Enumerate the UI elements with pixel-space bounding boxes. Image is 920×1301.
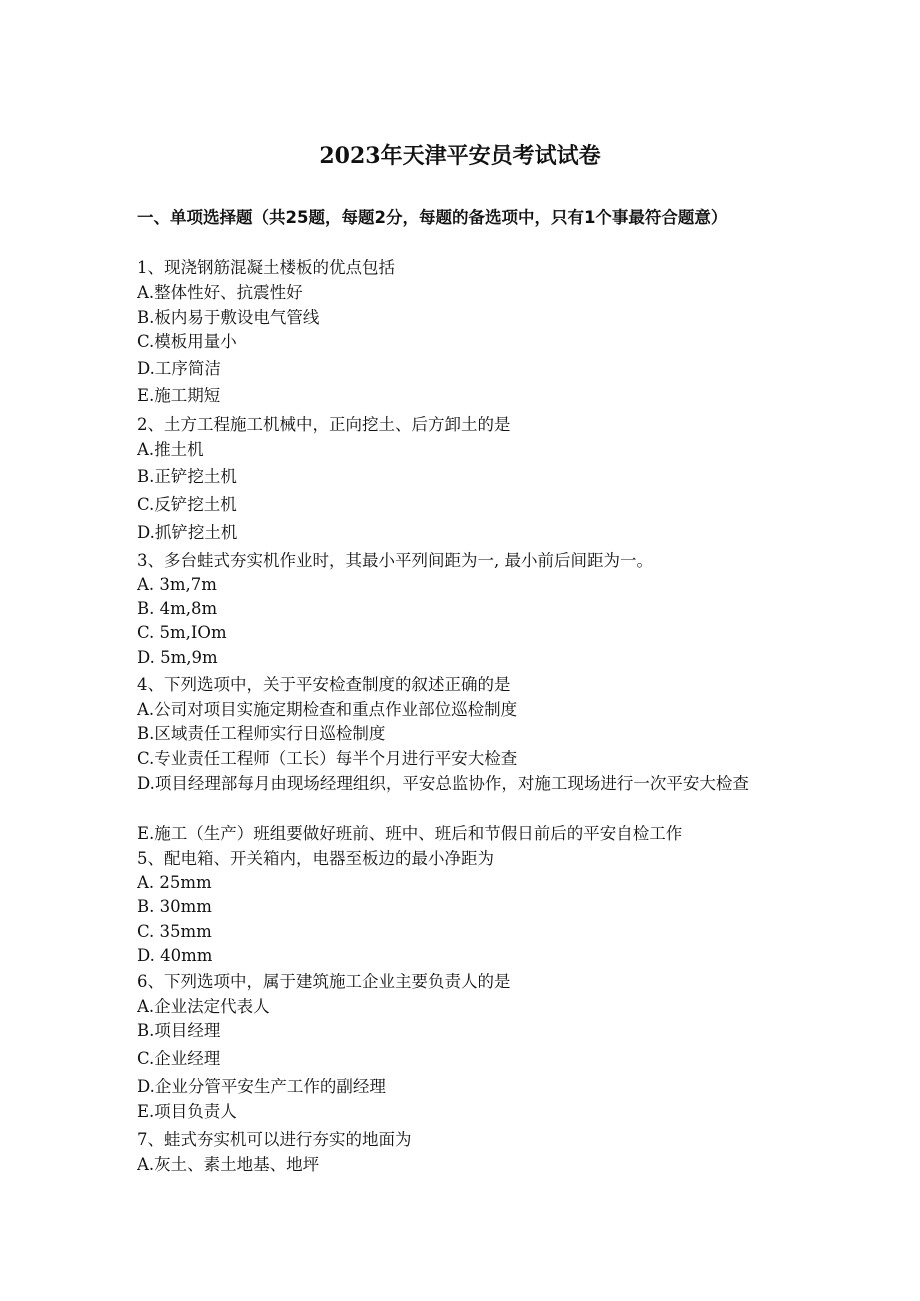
answer-option: D.工序简洁: [137, 359, 221, 378]
question-stem: 3、多台蛙式夯实机作业时，其最小平列间距为一, 最小前后间距为一。: [137, 551, 653, 570]
answer-option: B. 30mm: [137, 897, 212, 916]
page-title: 2023年天津平安员考试试卷: [319, 143, 601, 169]
answer-option: E.施工期短: [137, 386, 221, 405]
answer-option: D.企业分管平安生产工作的副经理: [137, 1077, 386, 1096]
answer-option: A.整体性好、抗震性好: [137, 283, 303, 302]
answer-option: C. 5m,IOm: [137, 623, 227, 642]
question-stem: 6、下列选项中，属于建筑施工企业主要负责人的是: [137, 972, 511, 991]
answer-option: B.项目经理: [137, 1021, 221, 1040]
answer-option: C. 35mm: [137, 922, 212, 941]
answer-option: A. 25mm: [137, 873, 212, 892]
answer-option: C.专业责任工程师（工长）每半个月进行平安大检查: [137, 749, 518, 768]
answer-option: A.推土机: [137, 440, 204, 459]
answer-option: A.企业法定代表人: [137, 997, 270, 1016]
answer-option: B. 4m,8m: [137, 599, 218, 618]
answer-option: E.项目负责人: [137, 1102, 237, 1121]
question-stem: 1、现浇钢筋混凝土楼板的优点包括: [137, 258, 395, 277]
answer-option: C.反铲挖土机: [137, 495, 237, 514]
answer-option: D. 5m,9m: [137, 648, 218, 667]
answer-option: B.板内易于敷设电气管线: [137, 308, 320, 327]
question-stem: 4、下列选项中，关于平安检查制度的叙述正确的是: [137, 675, 511, 694]
question-stem: 7、蛙式夯实机可以进行夯实的地面为: [137, 1130, 412, 1149]
question-stem: 2、土方工程施工机械中，正向挖土、后方卸土的是: [137, 415, 511, 434]
answer-option: E.施工（生产）班组要做好班前、班中、班后和节假日前后的平安自检工作: [137, 824, 683, 843]
answer-option: C.企业经理: [137, 1049, 221, 1068]
answer-option: D. 40mm: [137, 946, 213, 965]
section-heading: 一、单项选择题（共25题，每题2分，每题的备选项中，只有1个事最符合题意）: [137, 208, 728, 227]
answer-option: B.区域责任工程师实行日巡检制度: [137, 724, 386, 743]
answer-option: C.模板用量小: [137, 332, 237, 351]
question-stem: 5、配电箱、开关箱内，电器至板边的最小净距为: [137, 849, 494, 868]
answer-option: D.项目经理部每月由现场经理组织，平安总监协作，对施工现场进行一次平安大检查: [137, 774, 749, 793]
answer-option: A.公司对项目实施定期检查和重点作业部位巡检制度: [137, 700, 518, 719]
answer-option: B.正铲挖土机: [137, 467, 237, 486]
answer-option: A.灰土、素土地基、地坪: [137, 1155, 320, 1174]
answer-option: D.抓铲挖土机: [137, 523, 238, 542]
answer-option: A. 3m,7m: [137, 575, 217, 594]
